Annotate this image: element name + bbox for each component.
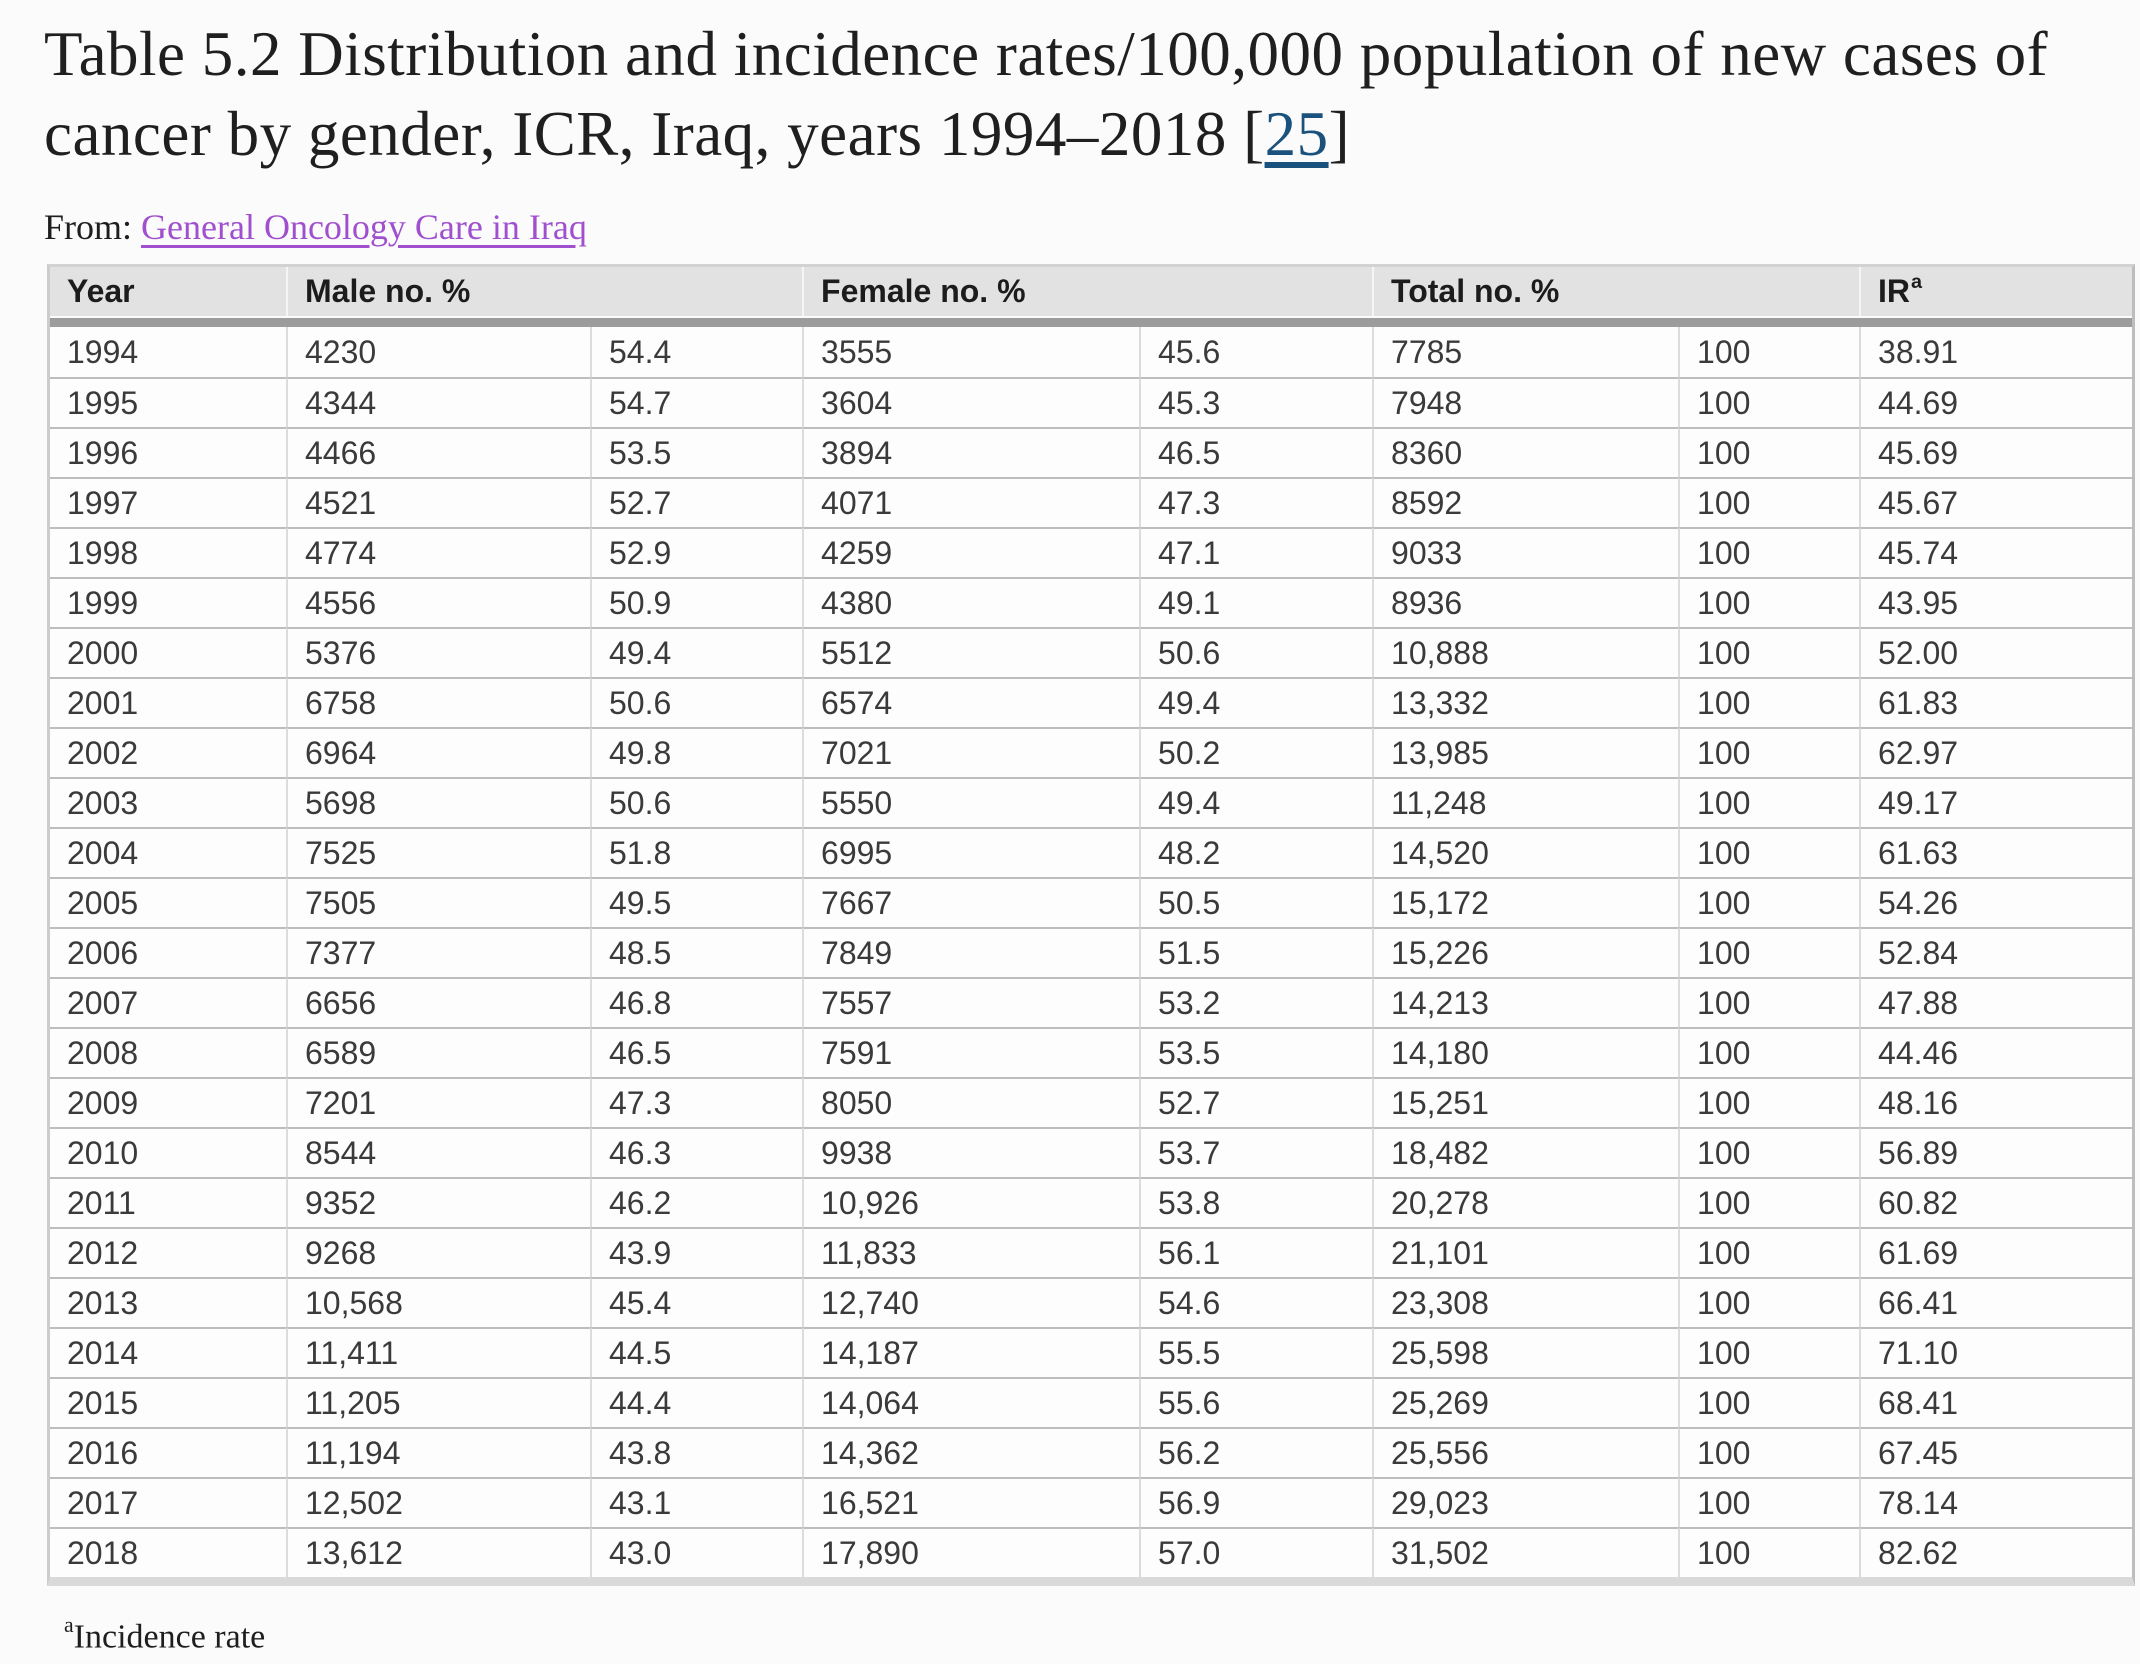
- table-row: [50, 527, 2132, 577]
- value-cell: 100: [1678, 1277, 1859, 1327]
- value-cell: 100: [1678, 977, 1859, 1027]
- value-cell: 100: [1678, 1377, 1859, 1427]
- value-cell: 45.3: [1139, 377, 1372, 427]
- year-cell: 2004: [50, 827, 286, 877]
- value-cell: 14,213: [1372, 977, 1678, 1027]
- cancer-incidence-table: [47, 264, 2135, 1586]
- value-cell: 6995: [802, 827, 1139, 877]
- value-cell: 43.8: [590, 1427, 802, 1477]
- value-cell: 11,411: [286, 1327, 590, 1377]
- value-cell: 25,556: [1372, 1427, 1678, 1477]
- value-cell: 7505: [286, 877, 590, 927]
- value-cell: 50.6: [590, 677, 802, 727]
- value-cell: 53.8: [1139, 1177, 1372, 1227]
- value-cell: 9268: [286, 1227, 590, 1277]
- value-cell: 52.00: [1859, 627, 2132, 677]
- value-cell: 54.4: [590, 327, 802, 377]
- table-row: [50, 777, 2132, 827]
- source-book-link[interactable]: General Oncology Care in Iraq: [141, 207, 587, 247]
- value-cell: 15,226: [1372, 927, 1678, 977]
- value-cell: 46.3: [590, 1127, 802, 1177]
- value-cell: 100: [1678, 1527, 1859, 1577]
- year-cell: 1995: [50, 377, 286, 427]
- value-cell: 4521: [286, 477, 590, 527]
- table-row: [50, 677, 2132, 727]
- value-cell: 45.74: [1859, 527, 2132, 577]
- value-cell: 13,332: [1372, 677, 1678, 727]
- value-cell: 7377: [286, 927, 590, 977]
- table-row: [50, 1477, 2132, 1527]
- column-header-total: Total no. %: [1372, 267, 1859, 316]
- value-cell: 6656: [286, 977, 590, 1027]
- value-cell: 5698: [286, 777, 590, 827]
- value-cell: 7785: [1372, 327, 1678, 377]
- value-cell: 53.5: [1139, 1027, 1372, 1077]
- value-cell: 7525: [286, 827, 590, 877]
- footnote: [0, 1586, 2140, 1656]
- value-cell: 44.4: [590, 1377, 802, 1427]
- table-header: [50, 267, 2132, 327]
- value-cell: 4071: [802, 477, 1139, 527]
- value-cell: 100: [1678, 377, 1859, 427]
- table-row: [50, 1027, 2132, 1077]
- year-cell: 2003: [50, 777, 286, 827]
- value-cell: 6758: [286, 677, 590, 727]
- value-cell: 23,308: [1372, 1277, 1678, 1327]
- year-cell: 2017: [50, 1477, 286, 1527]
- table-row: [50, 927, 2132, 977]
- value-cell: 52.7: [1139, 1077, 1372, 1127]
- value-cell: 100: [1678, 627, 1859, 677]
- value-cell: 11,205: [286, 1377, 590, 1427]
- value-cell: 14,064: [802, 1377, 1139, 1427]
- value-cell: 12,502: [286, 1477, 590, 1527]
- year-cell: 1994: [50, 327, 286, 377]
- value-cell: 100: [1678, 477, 1859, 527]
- value-cell: 13,612: [286, 1527, 590, 1577]
- value-cell: 15,251: [1372, 1077, 1678, 1127]
- year-cell: 2015: [50, 1377, 286, 1427]
- header-divider-band: [50, 316, 2132, 327]
- value-cell: 45.69: [1859, 427, 2132, 477]
- value-cell: 100: [1678, 1177, 1859, 1227]
- value-cell: 17,890: [802, 1527, 1139, 1577]
- value-cell: 45.6: [1139, 327, 1372, 377]
- value-cell: 15,172: [1372, 877, 1678, 927]
- value-cell: 66.41: [1859, 1277, 2132, 1327]
- value-cell: 50.5: [1139, 877, 1372, 927]
- table-row: [50, 1127, 2132, 1177]
- value-cell: 49.4: [1139, 777, 1372, 827]
- value-cell: 100: [1678, 1127, 1859, 1177]
- value-cell: 71.10: [1859, 1327, 2132, 1377]
- value-cell: 49.4: [1139, 677, 1372, 727]
- value-cell: 68.41: [1859, 1377, 2132, 1427]
- value-cell: 51.8: [590, 827, 802, 877]
- value-cell: 44.69: [1859, 377, 2132, 427]
- value-cell: 46.5: [590, 1027, 802, 1077]
- value-cell: 44.5: [590, 1327, 802, 1377]
- value-cell: 50.2: [1139, 727, 1372, 777]
- value-cell: 7557: [802, 977, 1139, 1027]
- value-cell: 7591: [802, 1027, 1139, 1077]
- ir-superscript: a: [1911, 271, 1923, 294]
- value-cell: 11,833: [802, 1227, 1139, 1277]
- value-cell: 11,248: [1372, 777, 1678, 827]
- value-cell: 45.4: [590, 1277, 802, 1327]
- table-row: [50, 877, 2132, 927]
- value-cell: 38.91: [1859, 327, 2132, 377]
- value-cell: 78.14: [1859, 1477, 2132, 1527]
- value-cell: 6964: [286, 727, 590, 777]
- value-cell: 3894: [802, 427, 1139, 477]
- year-cell: 2002: [50, 727, 286, 777]
- value-cell: 10,926: [802, 1177, 1139, 1227]
- value-cell: 4556: [286, 577, 590, 627]
- value-cell: 55.5: [1139, 1327, 1372, 1377]
- value-cell: 13,985: [1372, 727, 1678, 777]
- value-cell: 100: [1678, 1077, 1859, 1127]
- title-line-2-suffix: ]: [1328, 99, 1351, 169]
- value-cell: 18,482: [1372, 1127, 1678, 1177]
- table-row: [50, 1427, 2132, 1477]
- value-cell: 53.2: [1139, 977, 1372, 1027]
- value-cell: 43.0: [590, 1527, 802, 1577]
- value-cell: 62.97: [1859, 727, 2132, 777]
- value-cell: 56.2: [1139, 1427, 1372, 1477]
- value-cell: 82.62: [1859, 1527, 2132, 1577]
- value-cell: 52.7: [590, 477, 802, 527]
- table-row: [50, 377, 2132, 427]
- value-cell: 60.82: [1859, 1177, 2132, 1227]
- value-cell: 47.88: [1859, 977, 2132, 1027]
- value-cell: 51.5: [1139, 927, 1372, 977]
- value-cell: 4380: [802, 577, 1139, 627]
- table-row: [50, 477, 2132, 527]
- year-cell: 2000: [50, 627, 286, 677]
- value-cell: 56.89: [1859, 1127, 2132, 1177]
- value-cell: 29,023: [1372, 1477, 1678, 1527]
- value-cell: 100: [1678, 877, 1859, 927]
- value-cell: 46.5: [1139, 427, 1372, 477]
- year-cell: 2007: [50, 977, 286, 1027]
- value-cell: 4344: [286, 377, 590, 427]
- footnote-superscript: a: [64, 1613, 74, 1637]
- value-cell: 14,180: [1372, 1027, 1678, 1077]
- value-cell: 46.8: [590, 977, 802, 1027]
- source-label: From:: [44, 207, 142, 247]
- value-cell: 14,187: [802, 1327, 1139, 1377]
- value-cell: 100: [1678, 427, 1859, 477]
- value-cell: 67.45: [1859, 1427, 2132, 1477]
- column-header-ir: $IR^a$: [1859, 267, 2132, 316]
- table-row: [50, 1177, 2132, 1227]
- value-cell: 100: [1678, 727, 1859, 777]
- value-cell: 100: [1678, 1227, 1859, 1277]
- value-cell: 7201: [286, 1077, 590, 1127]
- value-cell: 52.9: [590, 527, 802, 577]
- year-cell: 2001: [50, 677, 286, 727]
- value-cell: 8592: [1372, 477, 1678, 527]
- value-cell: 12,740: [802, 1277, 1139, 1327]
- value-cell: 46.2: [590, 1177, 802, 1227]
- table-row: [50, 977, 2132, 1027]
- table-header-row: [50, 267, 2132, 316]
- value-cell: 45.67: [1859, 477, 2132, 527]
- value-cell: 49.4: [590, 627, 802, 677]
- year-cell: 2010: [50, 1127, 286, 1177]
- value-cell: 50.9: [590, 577, 802, 627]
- value-cell: 4774: [286, 527, 590, 577]
- value-cell: 49.1: [1139, 577, 1372, 627]
- title-line-2-prefix: cancer by gender, ICR, Iraq, years 1994–2018 [: [44, 99, 1265, 169]
- value-cell: 43.9: [590, 1227, 802, 1277]
- value-cell: 61.63: [1859, 827, 2132, 877]
- value-cell: 54.6: [1139, 1277, 1372, 1327]
- value-cell: 100: [1678, 1027, 1859, 1077]
- value-cell: 9033: [1372, 527, 1678, 577]
- value-cell: 56.9: [1139, 1477, 1372, 1527]
- value-cell: 8360: [1372, 427, 1678, 477]
- value-cell: 9352: [286, 1177, 590, 1227]
- value-cell: 5512: [802, 627, 1139, 677]
- year-cell: 2011: [50, 1177, 286, 1227]
- value-cell: 54.26: [1859, 877, 2132, 927]
- table-row: [50, 577, 2132, 627]
- title-line-1: Table 5.2 Distribution and incidence rates/100,000 population of new cases of: [44, 19, 2049, 89]
- table-row: [50, 1377, 2132, 1427]
- year-cell: 1997: [50, 477, 286, 527]
- year-cell: 1999: [50, 577, 286, 627]
- value-cell: 100: [1678, 327, 1859, 377]
- year-cell: 2014: [50, 1327, 286, 1377]
- column-header-year: Year: [50, 267, 286, 316]
- value-cell: 6589: [286, 1027, 590, 1077]
- value-cell: 25,598: [1372, 1327, 1678, 1377]
- table-row: [50, 627, 2132, 677]
- value-cell: 10,568: [286, 1277, 590, 1327]
- value-cell: 49.5: [590, 877, 802, 927]
- year-cell: 1996: [50, 427, 286, 477]
- value-cell: 55.6: [1139, 1377, 1372, 1427]
- value-cell: 4259: [802, 527, 1139, 577]
- value-cell: 47.1: [1139, 527, 1372, 577]
- year-cell: 2012: [50, 1227, 286, 1277]
- table-row: [50, 1527, 2132, 1577]
- value-cell: 52.84: [1859, 927, 2132, 977]
- value-cell: 5376: [286, 627, 590, 677]
- value-cell: 8936: [1372, 577, 1678, 627]
- value-cell: 50.6: [590, 777, 802, 827]
- value-cell: 57.0: [1139, 1527, 1372, 1577]
- year-cell: 2018: [50, 1527, 286, 1577]
- table-row: [50, 1077, 2132, 1127]
- value-cell: 11,194: [286, 1427, 590, 1477]
- value-cell: 8050: [802, 1077, 1139, 1127]
- value-cell: 31,502: [1372, 1527, 1678, 1577]
- value-cell: 100: [1678, 577, 1859, 627]
- value-cell: 5550: [802, 777, 1139, 827]
- table-body: [50, 327, 2132, 1577]
- value-cell: 7849: [802, 927, 1139, 977]
- value-cell: 49.8: [590, 727, 802, 777]
- value-cell: 7948: [1372, 377, 1678, 427]
- value-cell: 53.5: [590, 427, 802, 477]
- value-cell: 14,362: [802, 1427, 1139, 1477]
- value-cell: 10,888: [1372, 627, 1678, 677]
- value-cell: 100: [1678, 527, 1859, 577]
- table-row: [50, 1327, 2132, 1377]
- column-header-male: Male no. %: [286, 267, 802, 316]
- value-cell: 100: [1678, 1427, 1859, 1477]
- value-cell: 21,101: [1372, 1227, 1678, 1277]
- table-row: [50, 427, 2132, 477]
- value-cell: 61.83: [1859, 677, 2132, 727]
- value-cell: 9938: [802, 1127, 1139, 1177]
- year-cell: 2013: [50, 1277, 286, 1327]
- value-cell: 50.6: [1139, 627, 1372, 677]
- value-cell: 14,520: [1372, 827, 1678, 877]
- value-cell: 3555: [802, 327, 1139, 377]
- value-cell: 4466: [286, 427, 590, 477]
- year-cell: 2009: [50, 1077, 286, 1127]
- source-line: [0, 174, 2140, 248]
- value-cell: 16,521: [802, 1477, 1139, 1527]
- value-cell: 47.3: [1139, 477, 1372, 527]
- table-row: [50, 727, 2132, 777]
- value-cell: 43.1: [590, 1477, 802, 1527]
- value-cell: 25,269: [1372, 1377, 1678, 1427]
- value-cell: 43.95: [1859, 577, 2132, 627]
- value-cell: 100: [1678, 1477, 1859, 1527]
- value-cell: 48.5: [590, 927, 802, 977]
- year-cell: 2005: [50, 877, 286, 927]
- year-cell: 2016: [50, 1427, 286, 1477]
- footnote-text: Incidence rate: [73, 1618, 266, 1656]
- value-cell: 100: [1678, 927, 1859, 977]
- table-row: [50, 1227, 2132, 1277]
- page-title: [0, 0, 2140, 174]
- value-cell: 47.3: [590, 1077, 802, 1127]
- value-cell: 48.16: [1859, 1077, 2132, 1127]
- value-cell: 100: [1678, 1327, 1859, 1377]
- value-cell: 54.7: [590, 377, 802, 427]
- value-cell: 7021: [802, 727, 1139, 777]
- value-cell: 7667: [802, 877, 1139, 927]
- value-cell: 6574: [802, 677, 1139, 727]
- value-cell: 100: [1678, 777, 1859, 827]
- value-cell: 44.46: [1859, 1027, 2132, 1077]
- value-cell: 8544: [286, 1127, 590, 1177]
- value-cell: 61.69: [1859, 1227, 2132, 1277]
- value-cell: 49.17: [1859, 777, 2132, 827]
- year-cell: 2006: [50, 927, 286, 977]
- table-row: [50, 827, 2132, 877]
- table-row: [50, 1277, 2132, 1327]
- value-cell: 53.7: [1139, 1127, 1372, 1177]
- year-cell: 2008: [50, 1027, 286, 1077]
- value-cell: 100: [1678, 827, 1859, 877]
- value-cell: 20,278: [1372, 1177, 1678, 1227]
- value-cell: 56.1: [1139, 1227, 1372, 1277]
- year-cell: 1998: [50, 527, 286, 577]
- value-cell: 48.2: [1139, 827, 1372, 877]
- reference-link-25[interactable]: 25: [1264, 99, 1329, 169]
- value-cell: 3604: [802, 377, 1139, 427]
- value-cell: 100: [1678, 677, 1859, 727]
- column-header-female: Female no. %: [802, 267, 1372, 316]
- table-row: [50, 327, 2132, 377]
- value-cell: 4230: [286, 327, 590, 377]
